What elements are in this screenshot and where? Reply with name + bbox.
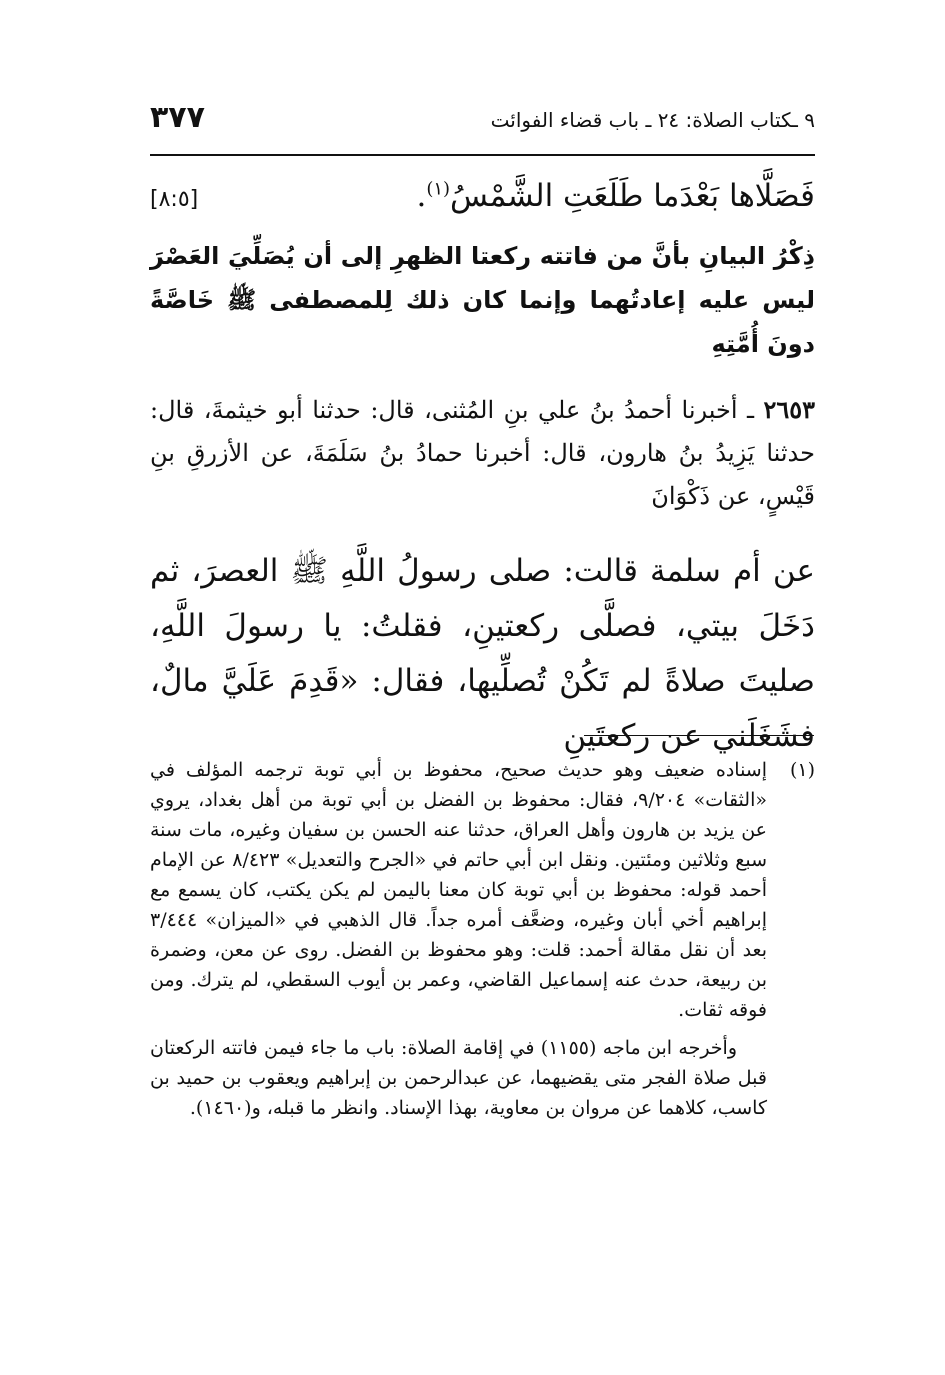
isnad-text: ـ أخبرنا أحمدُ بنُ علي بنِ المُثنى، قال: حدثنا أبو خيثمةَ، قال: حدثنا يَزِيدُ بنُ هارون، قال: أخبرنا حمادُ بنُ سَلَمَةَ، عن الأزرقِ بنِ قَيْسٍ، عن ذَكْوَانَ <box>150 396 815 510</box>
footnotes <box>150 755 815 1123</box>
sentence-end: . <box>416 178 427 214</box>
previous-hadith-tail <box>150 178 815 214</box>
footnote-text: إسناده ضعيف وهو حديث صحيح، محفوظ بن أبي توبة ترجمه المؤلف في «الثقات» ٩/٢٠٤، فقال: محفوظ بن الفضل بن أبي توبة من أهل بغداد، يروي عن يزيد بن هارون وأهل العراق، حدثنا عنه الحسن بن سفيان وغيره، مات سنة سبع وثلاثين ومئتين. ونقل ابن أبي حاتم في «الجرح والتعديل» ٨/٤٢٣ عن الإمام أحمد قوله: محفوظ بن أبي توبة كان معنا باليمن لم يكن يكتب، كان يسمع مع إبراهيم أخي أبان وغيره، وضعَّف أمره جداً. قال الذهبي في «الميزان» ٣/٤٤٤ بعد أن نقل مقالة أحمد: قلت: وهو محفوظ بن الفضل. روى عن معن، وضمرة بن ربيعة، حدث عنه إسماعيل القاضي، وعمر بن أيوب السقطي، لم يترك. ومن فوقه ثقات. <box>150 759 768 1021</box>
page-number: ٣٧٧ <box>150 100 205 135</box>
previous-hadith-text: فَصَلَّاها بَعْدَما طَلَعَتِ الشَّمْسُ <box>450 178 815 214</box>
hadith-number: ٢٦٥٣ <box>763 395 815 424</box>
footnote-number: (١) <box>789 759 815 781</box>
hadith-matn: عن أم سلمة قالت: صلى رسولُ اللَّهِ ﷺ العصرَ، ثم دَخَلَ بيتي، فصلَّى ركعتينِ، فقلتُ: يا رسولَ اللَّهِ، صليتَ صلاةً لم تَكُنْ تُصلِّيها، فقال: «قَدِمَ عَلَيَّ مالٌ، فشَغَلَني عن ركعتَينِ <box>150 553 815 754</box>
chapter-heading: ذِكْرُ البيانِ بأنَّ من فاتته ركعتا الظهرِ إلى أن يُصَلِّيَ العَصْرَ ليس عليه إعادتُهما وإنما كان ذلك لِلمصطفى ﷺ خَاصَّةً دونَ أُمَّتِهِ <box>150 242 815 358</box>
footnote-second-paragraph: وأخرجه ابن ماجه (١١٥٥) في إقامة الصلاة: باب ما جاء فيمن فاتته الركعتان قبل صلاة الفجر متى يقضيهما، عن عبدالرحمن بن إبراهيم ويعقوب بن حميد بن كاسب، كلاهما عن مروان بن معاوية، بهذا الإسناد. وانظر ما قبله، و(١٤٦٠). <box>150 1037 767 1119</box>
running-header <box>150 100 815 156</box>
page-body <box>150 100 815 764</box>
running-title: ٩ ـكتاب الصلاة: ٢٤ ـ باب قضاء الفوائت <box>490 108 815 132</box>
footnote-separator <box>584 735 814 736</box>
hadith-isnad <box>150 388 815 518</box>
previous-hadith-text-line <box>416 178 815 214</box>
hadith-reference-marker: [٨:٥] <box>150 187 199 212</box>
footnote-item <box>150 755 815 1025</box>
footnote-reference: (١) <box>426 178 451 200</box>
